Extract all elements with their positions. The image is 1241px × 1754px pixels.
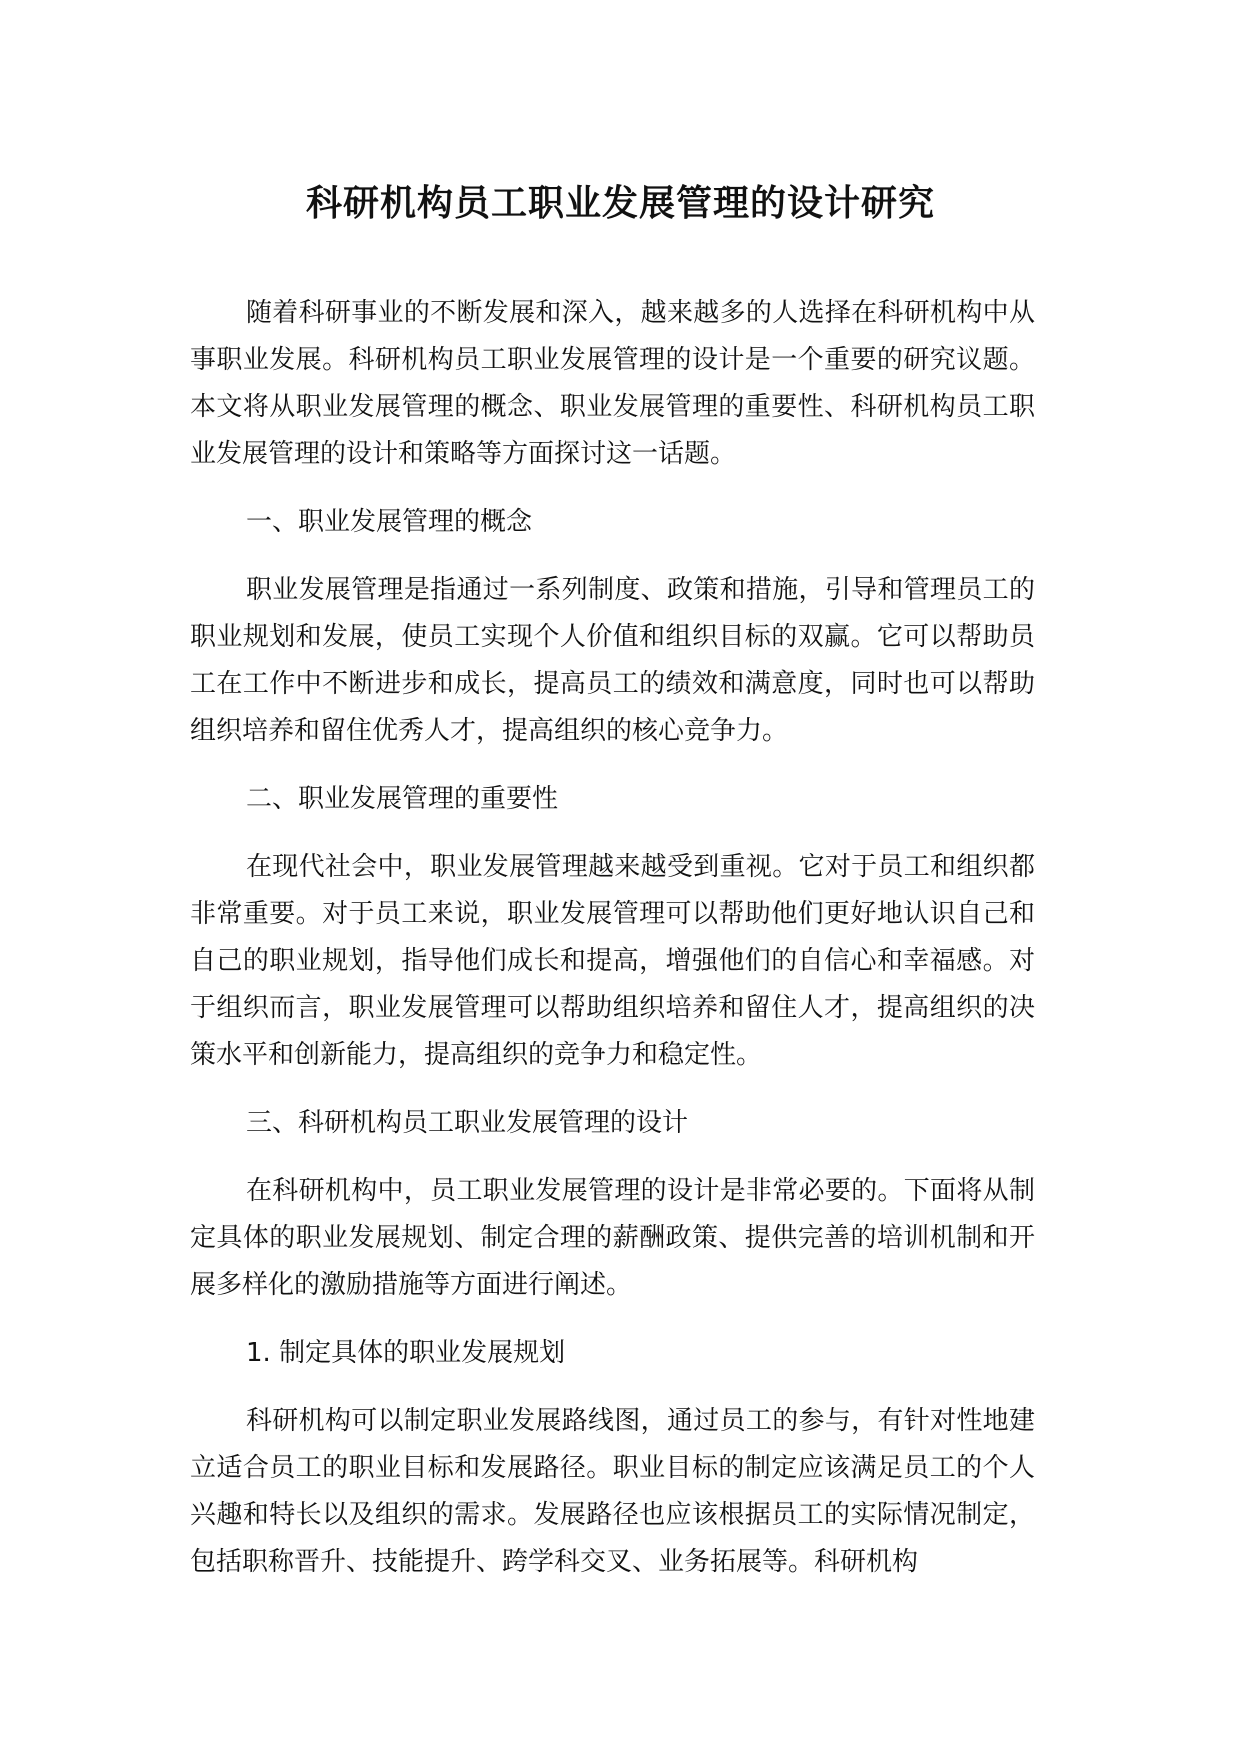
section-heading-concept: 一、职业发展管理的概念 — [246, 507, 533, 537]
subsection-heading-career-plan: 1. 制定具体的职业发展规划 — [246, 1338, 566, 1368]
paragraph-design: 在科研机构中，员工职业发展管理的设计是非常必要的。下面将从制定具体的职业发展规划、制定合理的薪酬政策、提供完善的培训机制和开展多样化的激励措施等方面进行阐述。 — [190, 1176, 1035, 1300]
document-title: 科研机构员工职业发展管理的设计研究 — [305, 183, 935, 224]
paragraph-concept: 职业发展管理是指通过一系列制度、政策和措施，引导和管理员工的职业规划和发展，使员工实现个人价值和组织目标的双赢。它可以帮助员工在工作中不断进步和成长，提高员工的绩效和满意度，同时也可以帮助组织培养和留住优秀人才，提高组织的核心竞争力。 — [190, 575, 1035, 746]
section-heading-importance: 二、职业发展管理的重要性 — [246, 784, 559, 814]
document-body — [190, 290, 1035, 1607]
paragraph-intro: 随着科研事业的不断发展和深入，越来越多的人选择在科研机构中从事职业发展。科研机构员工职业发展管理的设计是一个重要的研究议题。本文将从职业发展管理的概念、职业发展管理的重要性、科研机构员工职业发展管理的设计和策略等方面探讨这一话题。 — [190, 298, 1035, 469]
paragraph-importance: 在现代社会中，职业发展管理越来越受到重视。它对于员工和组织都非常重要。对于员工来说，职业发展管理可以帮助他们更好地认识自己和自己的职业规划，指导他们成长和提高，增强他们的自信心和幸福感。对于组织而言，职业发展管理可以帮助组织培养和留住人才，提高组织的决策水平和创新能力，提高组织的竞争力和稳定性。 — [190, 852, 1035, 1070]
section-heading-design: 三、科研机构员工职业发展管理的设计 — [246, 1108, 689, 1138]
paragraph-career-plan: 科研机构可以制定职业发展路线图，通过员工的参与，有针对性地建立适合员工的职业目标和发展路径。职业目标的制定应该满足员工的个人兴趣和特长以及组织的需求。发展路径也应该根据员工的实际情况制定，包括职称晋升、技能提升、跨学科交叉、业务拓展等。科研机构 — [190, 1406, 1035, 1577]
